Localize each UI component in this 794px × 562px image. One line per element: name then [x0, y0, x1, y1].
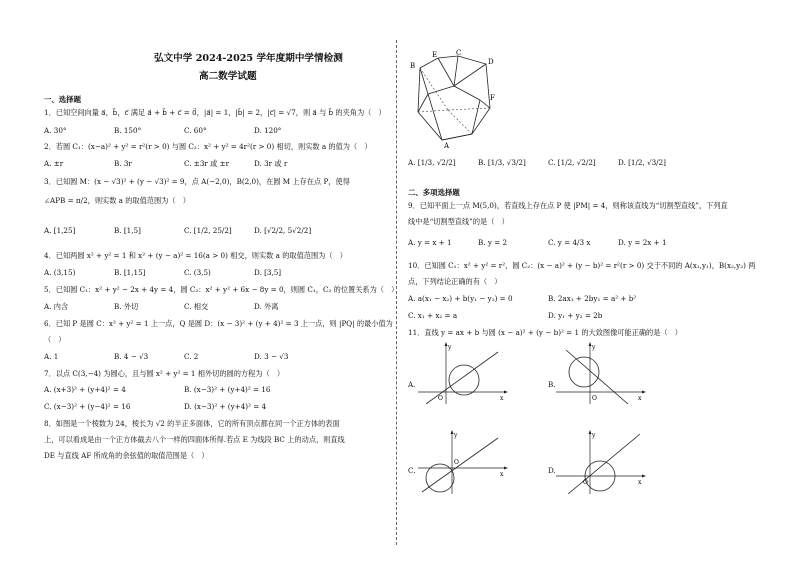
- q8-option-b: B. [1/3, √3/2]: [478, 158, 526, 167]
- q4-text: 4．已知两圆 x² + y² = 1 和 x² + (y − a)² = 16(a > 0) 相交，则实数 a 的取值范围为（ ）: [44, 251, 347, 260]
- q2-option-a: A. ±r: [44, 159, 64, 168]
- q11-d-x-label: x: [638, 479, 642, 486]
- q11-b-x-label: x: [638, 395, 642, 402]
- q11-b-y-label: y: [592, 344, 596, 351]
- q8-text-line2: 上，可以看成是由一个正方体截去八个一样的四面体所得.若点 E 为线段 BC 上的动点，则直线: [44, 435, 345, 444]
- q1-option-a: A. 30°: [44, 126, 67, 135]
- label-f: F: [490, 94, 495, 102]
- q3-option-b: B. [1,5]: [114, 226, 141, 235]
- label-b: B: [410, 62, 416, 70]
- q8-option-a: A. [1/3, √2/2]: [408, 158, 456, 167]
- q4-option-a: A. (3,15): [44, 268, 76, 277]
- q7-option-c: C. (x−3)² + (y−4)² = 16: [44, 402, 131, 411]
- q11-option-a-label: A.: [408, 380, 416, 389]
- q5-text: 5．已知圆 C₁：x² + y² − 2x + 4y = 4，圆 C₂：x² + y² + 6x − 8y = 0，则圆 C₁，C₂ 的位置关系为（ ）: [44, 285, 399, 294]
- q9-option-c: C. y = 4/3 x: [548, 238, 591, 247]
- q10-text-line1: 10．已知圆 C₁：x² + y² = r²，圆 C₂：(x − a)² + (y − b)² = r²(r > 0) 交于不同的 A(x₁,y₁)，B(x₂,y₂) 两: [408, 261, 756, 270]
- q11-graph-a: [418, 342, 508, 404]
- q11-d-origin-label: O: [583, 479, 588, 486]
- q4-option-b: B. [1,15]: [114, 268, 146, 277]
- label-d: D: [488, 58, 494, 66]
- q7-text: 7．以点 C(3,−4) 为圆心，且与圆 x² + y² = 1 相外切的圆的方程为（ ）: [44, 369, 285, 378]
- q10-option-c: C. x₁ + x₂ = a: [408, 311, 458, 320]
- q2-option-b: B. 3r: [114, 159, 132, 168]
- q8-option-c: C. [1/2, √2/2]: [548, 158, 596, 167]
- q5-option-d: D. 外离: [254, 302, 279, 311]
- q6-option-c: C. 2: [184, 352, 199, 361]
- q6-text-line2: （ ）: [44, 335, 66, 344]
- q11-c-origin-label: O: [454, 459, 459, 466]
- polyhedron-figure: [408, 48, 498, 150]
- exam-title: 弘文中学 2024-2025 学年度期中学情检测: [154, 53, 343, 64]
- q4-option-c: C. (3,5): [184, 268, 211, 277]
- label-c: C: [456, 49, 462, 57]
- q11-option-b-label: B.: [548, 380, 556, 389]
- q1-option-d: D. 120°: [254, 126, 282, 135]
- q11-graph-b: [556, 342, 646, 404]
- q3-option-d: D. [√2/2, 5√2/2]: [254, 226, 312, 235]
- q11-a-y-label: y: [448, 344, 452, 351]
- q10-option-a: A. a(x₁ − x₂) + b(y₁ − y₂) = 0: [408, 294, 513, 303]
- column-divider: [396, 40, 397, 545]
- q11-graph-c: [418, 430, 508, 494]
- section-multi-title: 二、多项选择题: [408, 188, 460, 197]
- q10-option-b: B. 2ax₁ + 2by₁ = a² + b²: [548, 294, 637, 303]
- q7-option-d: D. (x−3)² + (y+4)² = 4: [184, 402, 267, 411]
- q10-option-d: D. y₁ + y₂ = 2b: [548, 311, 603, 320]
- q2-option-c: C. ±3r 或 ±r: [184, 159, 230, 168]
- section-choice-title: 一、选择题: [44, 95, 81, 104]
- q5-option-b: B. 外切: [114, 302, 139, 311]
- q11-a-x-label: x: [500, 395, 504, 402]
- q10-text-line2: 点，下列结论正确的有（ ）: [408, 277, 502, 286]
- q9-option-d: D. y = 2x + 1: [618, 238, 667, 247]
- q2-option-d: D. 3r 或 r: [254, 159, 288, 168]
- q7-option-a: A. (x+3)² + (y+4)² = 4: [44, 385, 126, 394]
- q6-option-b: B. 4 − √3: [114, 352, 149, 361]
- q3-option-c: C. [1/2, 25/2]: [184, 226, 232, 235]
- q3-option-a: A. [1,25]: [44, 226, 76, 235]
- q11-a-origin-label: O: [438, 395, 443, 402]
- q9-option-b: B. y = 2: [478, 238, 508, 247]
- q1-option-c: C. 60°: [184, 126, 207, 135]
- q3-text-line2: ∠APB = π/2，则实数 a 的取值范围为（ ）: [44, 196, 190, 205]
- q9-text-line2: 线中是“切割型直线”的是（ ）: [408, 217, 509, 226]
- q5-option-c: C. 相交: [184, 302, 209, 311]
- q2-text: 2．若圆 C₁：(x−a)² + y² = r²(r > 0) 与圆 C₂：x² + y² = 4r²(r > 0) 相切，则实数 a 的值为（ ）: [44, 142, 372, 151]
- q6-text-line1: 6．已知 P 是圆 C：x² + y² = 1 上一点，Q 是圆 D：(x − 3)² + (y + 4)² = 3 上一点，则 |PQ| 的最小值为: [44, 319, 393, 328]
- q6-option-a: A. 1: [44, 352, 59, 361]
- q11-option-d-label: D.: [548, 466, 556, 475]
- q4-option-d: D. [3,5]: [254, 268, 282, 277]
- q6-option-d: D. 3 − √3: [254, 352, 289, 361]
- q9-option-a: A. y = x + 1: [408, 238, 452, 247]
- q8-text-line3: DE 与直线 AF 所成角的余弦值的取值范围是（ ）: [44, 451, 209, 460]
- q3-text-line1: 3．已知圆 M：(x − √3)² + (y − √3)² = 9，点 A(−2,0)，B(2,0)，在圆 M 上存在点 P，使得: [44, 177, 350, 186]
- q11-c-y-label: y: [454, 432, 458, 439]
- q7-option-b: B. (x−3)² + (y+4)² = 16: [184, 385, 271, 394]
- q11-option-c-label: C.: [408, 466, 416, 475]
- q9-text-line1: 9．已知平面上一点 M(5,0)，若直线上存在点 P 使 |PM| = 4，则称该直线为“切割型直线”，下列直: [408, 201, 728, 210]
- q11-text: 11．直线 y = ax + b 与圆 (x − a)² + (y − b)² = 1 的大致图像可能正确的是（ ）: [408, 328, 682, 337]
- q11-graph-d: [556, 430, 646, 494]
- q11-d-y-label: y: [592, 432, 596, 439]
- q5-option-a: A. 内含: [44, 302, 69, 311]
- label-a: A: [444, 142, 450, 150]
- q11-c-x-label: x: [500, 471, 504, 478]
- exam-subtitle: 高二数学试题: [199, 71, 257, 82]
- q11-b-origin-label: O: [592, 395, 597, 402]
- q8-option-d: D. [1/2, √3/2]: [618, 158, 666, 167]
- q1-option-b: B. 150°: [114, 126, 142, 135]
- label-e: E: [432, 51, 438, 59]
- q8-text-line1: 8．如图是一个棱数为 24，棱长为 √2 的半正多面体，它的所有顶点都在同一个正方体的表面: [44, 419, 340, 428]
- q1-text: 1．已知空间向量 a⃗，b⃗，c⃗ 满足 a⃗ + b⃗ + c⃗ = 0⃗，|a⃗| = 1，|b⃗| = 2，|c⃗| = √7，则 a⃗ 与 b⃗ 的夹角为（ ）: [44, 108, 386, 117]
